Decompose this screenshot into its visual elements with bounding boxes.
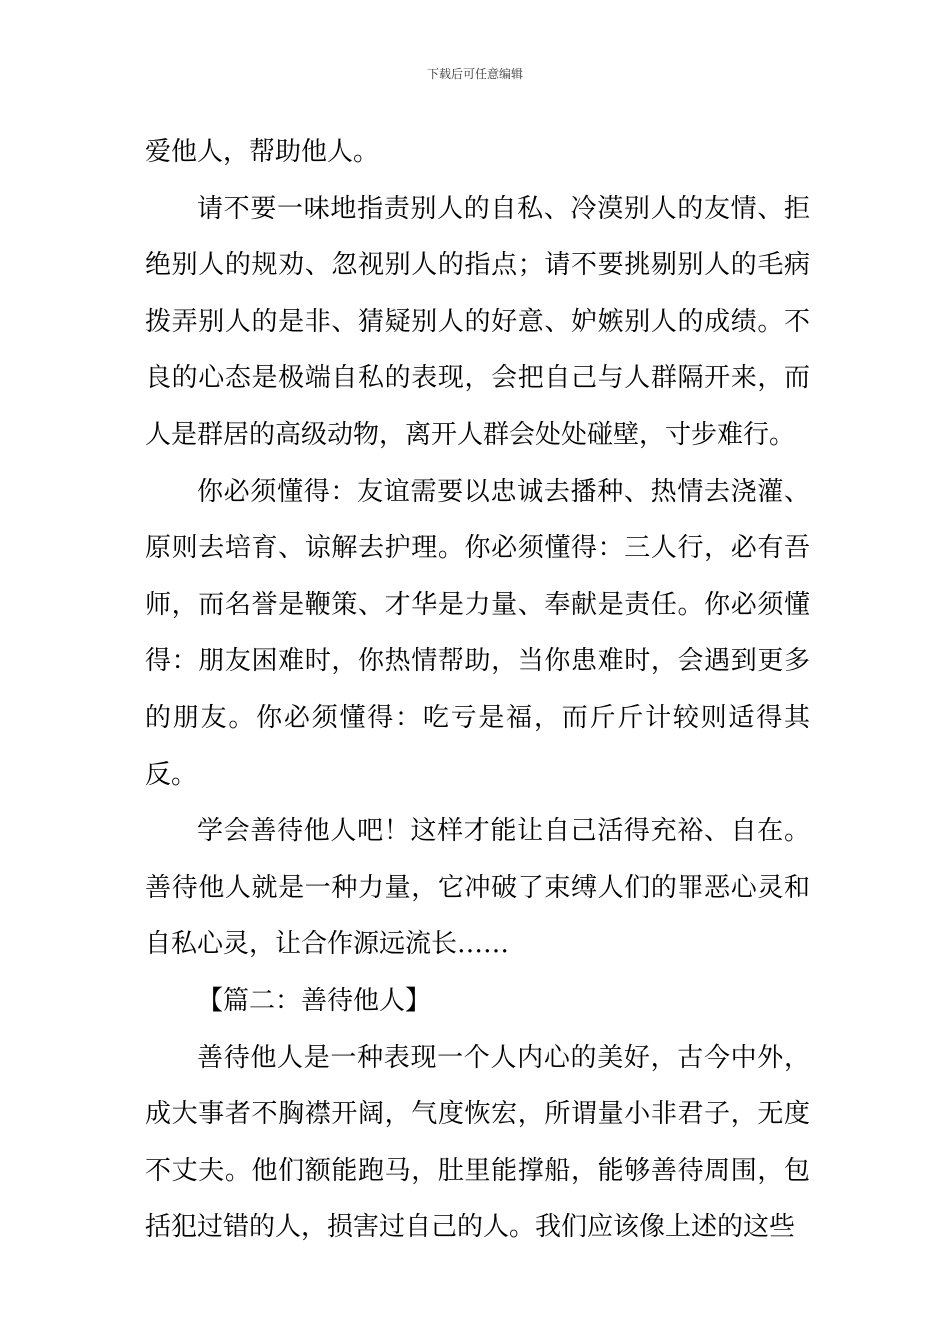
paragraph-criticism: 请不要一味地指责别人的自私、冷漠别人的友情、拒绝别人的规劝、忽视别人的指点；请不要挑剔别人的毛病拨弄别人的是非、猜疑别人的好意、妒嫉别人的成绩。不良的心态是极端自私的表现，会把自己与人群隔开来，而人是群居的高级动物，离开人群会处处碰壁，寸步难行。 [145,193,810,450]
paragraph-must-understand: 你必须懂得：友谊需要以忠诚去播种、热情去浇灌、原则去培育、谅解去护理。你必须懂得：三人行，必有吾师，而名誉是鞭策、才华是力量、奉献是责任。你必须懂得：朋友困难时，你热情帮助，当你患难时，会遇到更多的朋友。你必须懂得：吃亏是福，而斤斤计较则适得其反。 [145,476,810,790]
paragraph-learn-kindness: 学会善待他人吧！这样才能让自己活得充裕、自在。善待他人就是一种力量，它冲破了束缚人们的罪恶心灵和自私心灵，让合作源远流长…… [145,816,810,960]
document-body [145,124,810,1256]
section-heading: 【篇二：善待他人】 [197,985,432,1016]
paragraph-section-two: 善待他人是一种表现一个人内心的美好，古今中外，成大事者不胸襟开阔，气度恢宏，所谓量小非君子，无度不丈夫。他们额能跑马，肚里能撑船，能够善待周围，包括犯过错的人，损害过自己的人。我们应该像上述的这些 [145,1042,810,1243]
page-header: 下载后可任意编辑 [426,67,523,81]
paragraph-continuation: 爱他人，帮助他人。 [145,137,380,167]
